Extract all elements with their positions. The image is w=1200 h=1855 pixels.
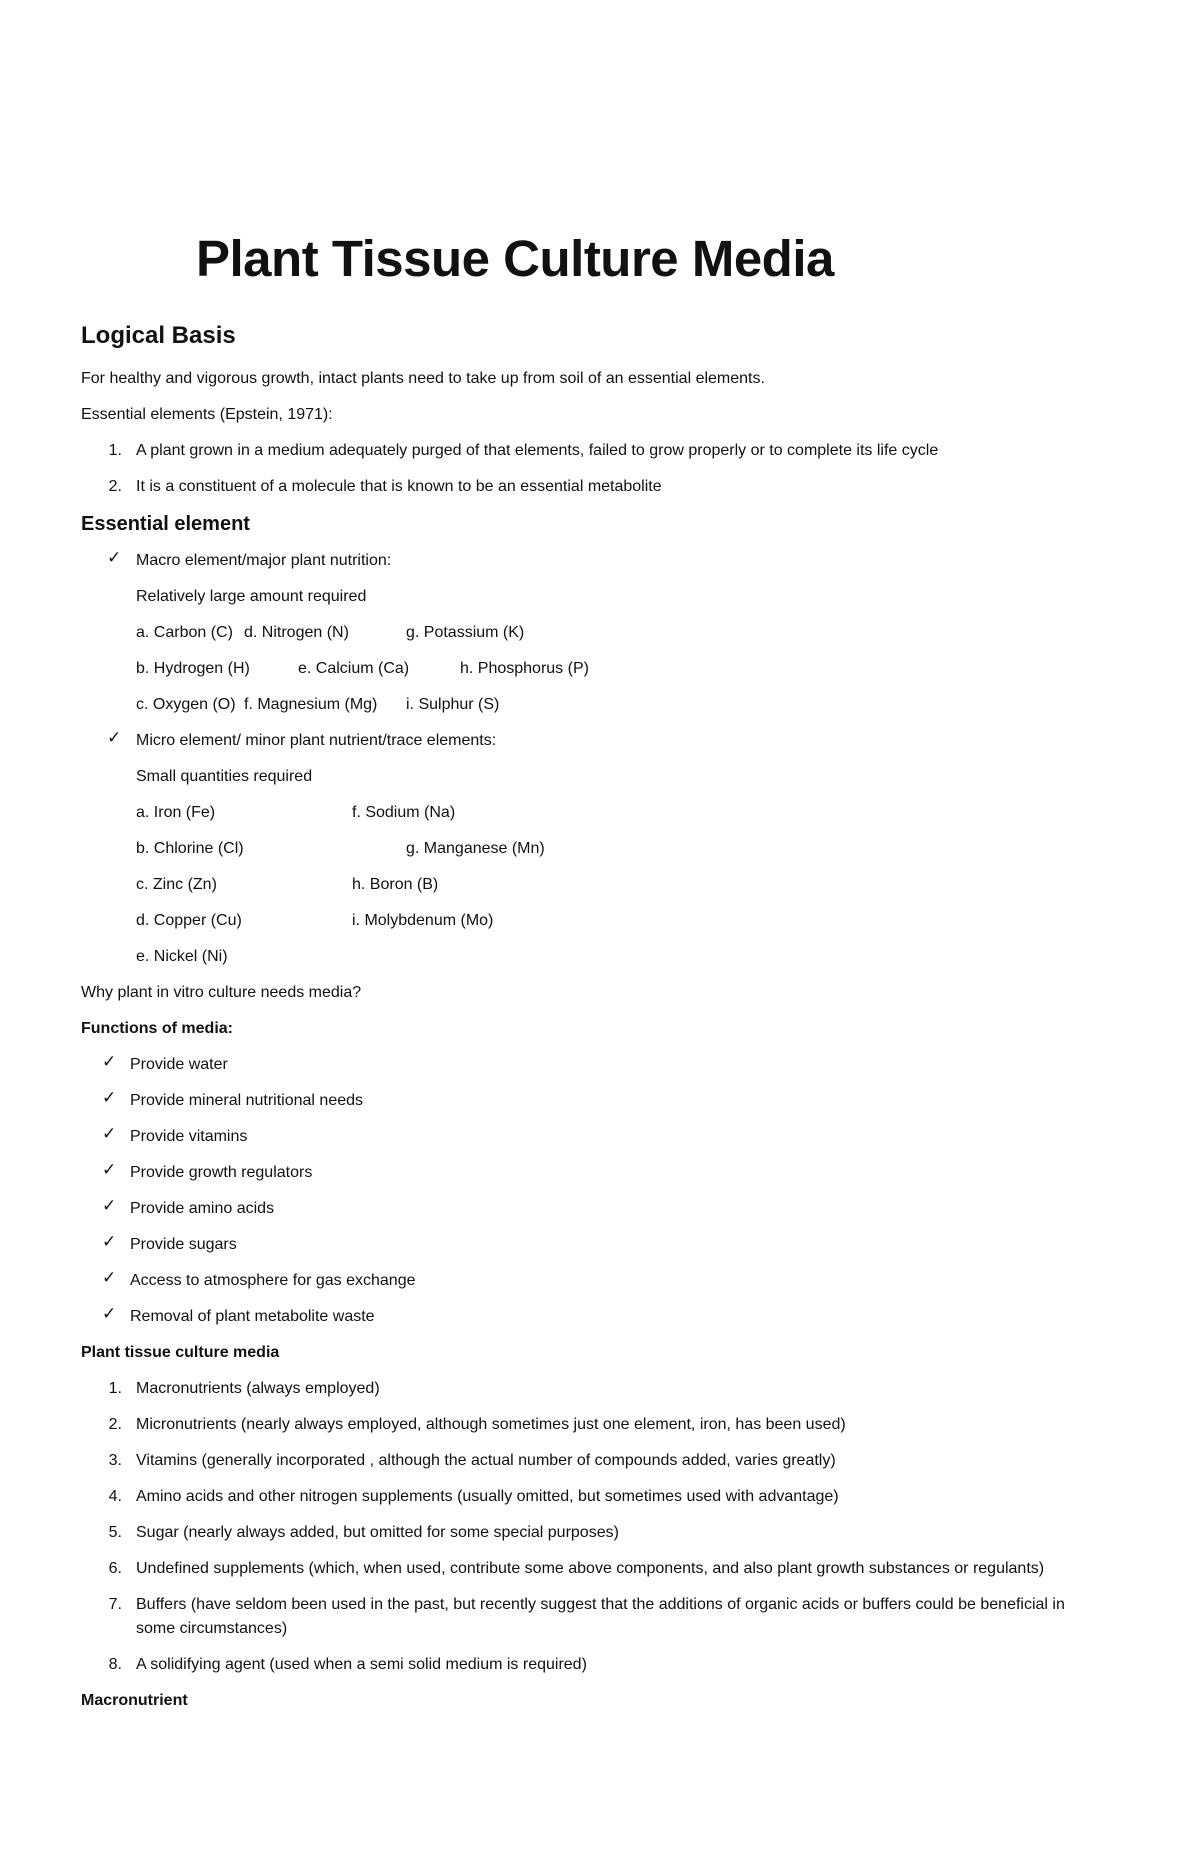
element-item: c. Zinc (Zn) — [136, 876, 217, 893]
function-item: Provide sugars — [130, 1236, 237, 1253]
element-item: b. Hydrogen (H) — [136, 660, 250, 677]
check-icon: ✓ — [102, 1196, 117, 1216]
list-item: Vitamins (generally incorporated , although the actual number of compounds added, varies greatly) — [136, 1452, 836, 1469]
list-number: 1. — [108, 442, 122, 459]
micro-desc: Small quantities required — [136, 768, 313, 785]
list-number: 4. — [108, 1488, 122, 1505]
element-item: e. Calcium (Ca) — [298, 660, 410, 677]
element-item: a. Iron (Fe) — [136, 804, 216, 821]
element-item: d. Nitrogen (N) — [244, 624, 349, 641]
element-item: g. Manganese (Mn) — [406, 840, 545, 857]
element-item: b. Chlorine (Cl) — [136, 840, 244, 857]
list-number: 6. — [108, 1560, 122, 1577]
element-item: f. Sodium (Na) — [352, 804, 456, 821]
check-icon: ✓ — [102, 1124, 117, 1144]
list-item: Sugar (nearly always added, but omitted for some special purposes) — [136, 1524, 619, 1541]
function-item: Access to atmosphere for gas exchange — [130, 1272, 416, 1289]
list-item: A solidifying agent (used when a semi solid medium is required) — [136, 1656, 587, 1673]
check-icon: ✓ — [102, 1088, 117, 1108]
check-icon: ✓ — [102, 1160, 117, 1180]
why-question: Why plant in vitro culture needs media? — [81, 984, 362, 1001]
list-number: 1. — [108, 1380, 122, 1397]
element-item: h. Boron (B) — [352, 876, 439, 893]
list-item: Undefined supplements (which, when used, contribute some above components, and also plant growth substances or regulants) — [136, 1560, 1045, 1577]
micro-label: Micro element/ minor plant nutrient/trace elements: — [136, 732, 497, 749]
heading-essential-element: Essential element — [81, 513, 250, 535]
macro-desc: Relatively large amount required — [136, 588, 367, 605]
element-item: i. Molybdenum (Mo) — [352, 912, 494, 929]
list-item: It is a constituent of a molecule that is known to be an essential metabolite — [136, 478, 662, 495]
list-item: Micronutrients (nearly always employed, although sometimes just one element, iron, has been used) — [136, 1416, 846, 1433]
heading-logical-basis: Logical Basis — [81, 322, 236, 349]
list-item-continued: some circumstances) — [136, 1620, 288, 1637]
list-number: 2. — [108, 478, 122, 495]
check-icon: ✓ — [107, 548, 122, 568]
list-number: 8. — [108, 1656, 122, 1673]
element-item: h. Phosphorus (P) — [460, 660, 589, 677]
list-item: Macronutrients (always employed) — [136, 1380, 380, 1397]
list-number: 2. — [108, 1416, 122, 1433]
intro-paragraph: For healthy and vigorous growth, intact plants need to take up from soil of an essential elements. — [81, 370, 765, 387]
list-number: 7. — [108, 1596, 122, 1613]
function-item: Provide vitamins — [130, 1128, 248, 1145]
element-item: g. Potassium (K) — [406, 624, 525, 641]
heading-ptc-media: Plant tissue culture media — [81, 1344, 280, 1361]
list-item: A plant grown in a medium adequately purged of that elements, failed to grow properly or to complete its life cycle — [136, 442, 939, 459]
element-item: a. Carbon (C) — [136, 624, 233, 641]
check-icon: ✓ — [102, 1304, 117, 1324]
list-number: 5. — [108, 1524, 122, 1541]
element-item: e. Nickel (Ni) — [136, 948, 228, 965]
element-item: c. Oxygen (O) — [136, 696, 236, 713]
check-icon: ✓ — [102, 1268, 117, 1288]
list-item: Buffers (have seldom been used in the past, but recently suggest that the additions of organic acids or buffers could be beneficial in — [136, 1596, 1065, 1613]
macro-label: Macro element/major plant nutrition: — [136, 552, 392, 569]
check-icon: ✓ — [102, 1052, 117, 1072]
function-item: Provide amino acids — [130, 1200, 275, 1217]
element-item: f. Magnesium (Mg) — [244, 696, 378, 713]
essential-elements-label: Essential elements (Epstein, 1971): — [81, 406, 333, 423]
function-item: Provide mineral nutritional needs — [130, 1092, 364, 1109]
check-icon: ✓ — [102, 1232, 117, 1252]
heading-functions: Functions of media: — [81, 1020, 233, 1037]
page-title: Plant Tissue Culture Media — [196, 230, 834, 287]
function-item: Provide water — [130, 1056, 228, 1073]
heading-macronutrient: Macronutrient — [81, 1692, 188, 1709]
element-item: d. Copper (Cu) — [136, 912, 242, 929]
element-item: i. Sulphur (S) — [406, 696, 500, 713]
function-item: Removal of plant metabolite waste — [130, 1308, 375, 1325]
check-icon: ✓ — [107, 728, 122, 748]
function-item: Provide growth regulators — [130, 1164, 313, 1181]
list-item: Amino acids and other nitrogen supplements (usually omitted, but sometimes used with advantage) — [136, 1488, 839, 1505]
list-number: 3. — [108, 1452, 122, 1469]
